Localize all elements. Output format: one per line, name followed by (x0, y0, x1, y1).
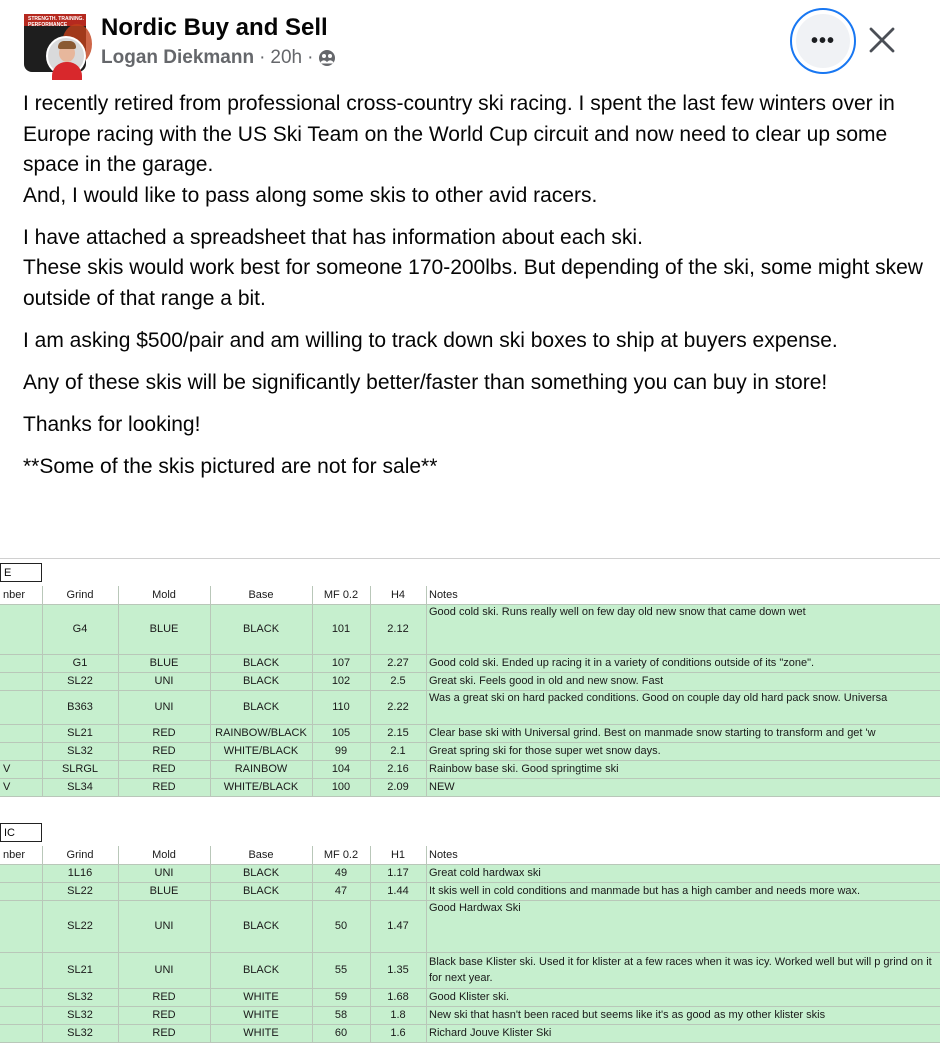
more-options-icon: ••• (796, 14, 850, 68)
section-label: E (0, 563, 42, 582)
table-cell-mold: RED (152, 727, 176, 739)
table-cell-grind: SL21 (67, 727, 93, 739)
sheet-gridline (42, 586, 43, 796)
column-header: Base (248, 589, 274, 601)
table-cell-grind: SL22 (67, 885, 93, 897)
table-cell-grind: SL32 (67, 991, 93, 1003)
table-cell-grind: G4 (72, 623, 88, 635)
post-paragraph: Any of these skis will be significantly better/faster than something you can buy in store! (23, 370, 828, 394)
table-cell-base: WHITE (243, 1027, 279, 1039)
table-cell-notes: Good cold ski. Runs really well on few day old new snow that came down wet (429, 606, 806, 618)
column-header: Mold (152, 849, 176, 861)
table-cell-mf: 55 (334, 964, 348, 976)
column-header: Base (248, 849, 274, 861)
table-cell-mf: 60 (334, 1027, 348, 1039)
sheet-gridline (210, 846, 211, 1042)
table-cell-mold: UNI (154, 920, 174, 932)
table-cell-h: 2.1 (390, 745, 406, 757)
table-cell-mold: RED (152, 763, 176, 775)
table-cell-grind: SL32 (67, 1027, 93, 1039)
post-paragraph: **Some of the skis pictured are not for sale** (23, 454, 438, 478)
table-cell-h: 2.15 (387, 727, 409, 739)
table-cell-num (0, 604, 42, 654)
table-cell-notes: NEW (429, 781, 455, 793)
table-cell-grind: SL21 (67, 964, 93, 976)
column-header: Grind (66, 589, 94, 601)
table-cell-mf: 58 (334, 1009, 348, 1021)
table-cell-grind: SL32 (67, 1009, 93, 1021)
column-header: nber (3, 849, 26, 861)
group-name-link[interactable]: Nordic Buy and Sell (101, 14, 328, 41)
table-cell-grind: SL34 (67, 781, 93, 793)
table-cell-grind: SL22 (67, 920, 93, 932)
table-cell-mf: 104 (331, 763, 351, 775)
table-cell-h: 2.09 (387, 781, 409, 793)
table-cell-num (0, 672, 42, 690)
table-cell-mf: 100 (331, 781, 351, 793)
table-cell-mold: UNI (154, 701, 174, 713)
table-cell-base: BLACK (242, 867, 280, 879)
table-cell-base: BLACK (242, 701, 280, 713)
audience-group-icon (318, 49, 336, 67)
sheet-gridline (370, 846, 371, 1042)
post-body (23, 89, 923, 494)
more-options-button[interactable] (790, 8, 856, 74)
table-cell-mf: 101 (331, 623, 351, 635)
table-cell-h: 1.8 (390, 1009, 406, 1021)
column-header: MF 0.2 (323, 589, 359, 601)
table-cell-grind: B363 (67, 701, 93, 713)
column-header: Mold (152, 589, 176, 601)
table-cell-mold: RED (152, 781, 176, 793)
table-cell-h: 1.17 (387, 867, 409, 879)
table-cell-base: WHITE (243, 1009, 279, 1021)
table-cell-mold: RED (152, 1009, 176, 1021)
sheet-gridline (312, 846, 313, 1042)
column-header: MF 0.2 (323, 849, 359, 861)
table-cell-base: BLACK (242, 675, 280, 687)
table-cell-base: WHITE (243, 991, 279, 1003)
sheet-gridline (210, 586, 211, 796)
table-cell-num (0, 654, 42, 672)
table-cell-grind: G1 (72, 657, 88, 669)
author-avatar[interactable] (46, 36, 86, 76)
column-header: H4 (390, 589, 406, 601)
column-header: H1 (390, 849, 406, 861)
column-header: Notes (429, 589, 458, 601)
table-cell-base: BLACK (242, 920, 280, 932)
table-cell-h: 1.6 (390, 1027, 406, 1039)
table-cell-notes: Richard Jouve Klister Ski (429, 1027, 552, 1039)
post-timestamp[interactable]: 20h (270, 47, 303, 68)
table-cell-base: BLACK (242, 885, 280, 897)
table-cell-notes: Rainbow base ski. Good springtime ski (429, 763, 619, 775)
table-cell-notes: Clear base ski with Universal grind. Best on manmade snow starting to transform and get 'w (429, 727, 876, 739)
table-cell-notes: It skis well in cold conditions and manmade but has a high camber and needs more wax. (429, 885, 861, 897)
table-cell-h: 1.44 (387, 885, 409, 897)
table-cell-mold: BLUE (149, 885, 179, 897)
table-cell-mf: 47 (334, 885, 348, 897)
table-cell-base: BLACK (242, 657, 280, 669)
table-cell-mold: UNI (154, 675, 174, 687)
table-cell-grind: SL32 (67, 745, 93, 757)
table-cell-mf: 99 (334, 745, 348, 757)
post-header (0, 0, 940, 88)
table-cell-notes: New ski that hasn't been raced but seems like it's as good as my other klister skis (429, 1009, 826, 1021)
table-cell-notes: Was a great ski on hard packed conditions. Good on couple day old hard pack snow. Universa (429, 692, 888, 704)
table-cell-mold: BLUE (149, 657, 179, 669)
table-cell-num (0, 690, 42, 724)
spreadsheet-image[interactable] (0, 558, 940, 1039)
table-cell-notes: Great cold hardwax ski (429, 867, 541, 879)
table-cell-mf: 105 (331, 727, 351, 739)
table-cell-notes: Great ski. Feels good in old and new snow. Fast (429, 675, 664, 687)
post-paragraph: I recently retired from professional cross-country ski racing. I spent the last few winters over in Europe racing with the US Ski Team on the World Cup circuit and now need to clear up some space in the garage. And, I would like to pass along some skis to other avid racers. (23, 92, 895, 207)
table-cell-num (0, 742, 42, 760)
meta-separator: · (259, 47, 266, 68)
table-cell-mf: 49 (334, 867, 348, 879)
table-cell-mold: RED (152, 745, 176, 757)
table-cell-mold: RED (152, 991, 176, 1003)
table-cell-mf: 107 (331, 657, 351, 669)
table-cell-grind: 1L16 (67, 867, 93, 879)
table-cell-notes: Good Hardwax Ski (429, 902, 521, 914)
table-cell-mf: 59 (334, 991, 348, 1003)
table-cell-num (0, 724, 42, 742)
post-paragraph: I am asking $500/pair and am willing to track down ski boxes to ship at buyers expense. (23, 328, 838, 352)
table-cell-mf: 50 (334, 920, 348, 932)
table-cell-mold: UNI (154, 964, 174, 976)
table-cell-mold: UNI (154, 867, 174, 879)
sheet-gridline (426, 846, 427, 1042)
table-cell-h: 1.68 (387, 991, 409, 1003)
table-cell-num: V (3, 763, 11, 775)
table-cell-notes: Great spring ski for those super wet snow days. (429, 745, 661, 757)
table-cell-notes: Good cold ski. Ended up racing it in a variety of conditions outside of its "zone". (429, 657, 815, 669)
table-cell-grind: SLRGL (61, 763, 99, 775)
post-paragraph: I have attached a spreadsheet that has information about each ski. These skis would work best for someone 170-200lbs. But depending of the ski, some might skew outside of that range a bit. (23, 225, 923, 310)
post-meta (101, 47, 336, 69)
author-name-link[interactable]: Logan Diekmann (101, 47, 255, 68)
sheet-gridline (312, 586, 313, 796)
table-cell-h: 2.16 (387, 763, 409, 775)
sheet-gridline (426, 586, 427, 796)
column-header: Grind (66, 849, 94, 861)
table-cell-notes: Good Klister ski. (429, 991, 510, 1003)
table-cell-base: WHITE/BLACK (223, 745, 299, 757)
post-paragraph: Thanks for looking! (23, 412, 201, 436)
meta-separator-2: · (307, 47, 314, 68)
table-cell-mold: RED (152, 1027, 176, 1039)
table-cell-base: WHITE/BLACK (223, 781, 299, 793)
close-button[interactable] (860, 18, 904, 62)
sheet-gridline (118, 586, 119, 796)
table-cell-h: 2.27 (387, 657, 409, 669)
table-cell-mold: BLUE (149, 623, 179, 635)
table-cell-num: V (3, 781, 11, 793)
close-icon (868, 26, 896, 54)
group-logo-text: STRENGTH. TRAINING. PERFORMANCE (28, 16, 84, 28)
table-cell-base: BLACK (242, 964, 280, 976)
sheet-gridline (0, 796, 940, 797)
table-cell-h: 1.47 (387, 920, 409, 932)
table-cell-mf: 110 (332, 701, 350, 713)
column-header: Notes (429, 849, 458, 861)
table-cell-h: 2.22 (387, 701, 409, 713)
sheet-gridline (42, 846, 43, 1042)
section-label: IC (0, 823, 42, 842)
table-cell-base: RAINBOW (234, 763, 288, 775)
table-cell-h: 1.35 (387, 964, 409, 976)
table-cell-grind: SL22 (67, 675, 93, 687)
sheet-gridline (118, 846, 119, 1042)
table-cell-base: BLACK (242, 623, 280, 635)
table-cell-notes: Black base Klister ski. Used it for klister at a few races when it was icy. Worked well but will p grind on it for next year. (429, 956, 932, 984)
table-cell-mf: 102 (331, 675, 351, 687)
table-cell-h: 2.12 (387, 623, 409, 635)
table-cell-base: RAINBOW/BLACK (215, 727, 307, 739)
sheet-gridline (370, 586, 371, 796)
column-header: nber (3, 589, 26, 601)
table-cell-h: 2.5 (390, 675, 406, 687)
